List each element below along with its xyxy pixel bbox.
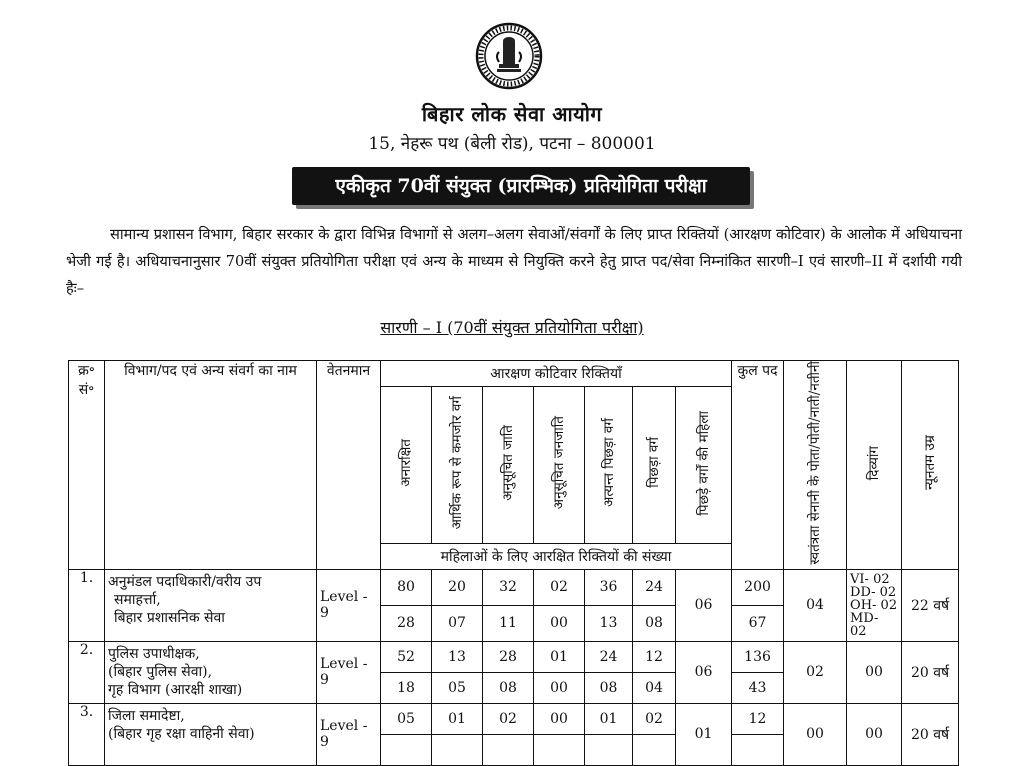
row-count: 24 xyxy=(585,641,633,672)
row-post-line: (बिहार पुलिस सेवा), xyxy=(108,663,213,680)
row-divyang-line: OH- 02 xyxy=(850,597,898,613)
row-women-count xyxy=(381,734,432,765)
row-post-line: बिहार प्रशासनिक सेवा xyxy=(114,609,225,626)
header-divyang: दिव्यांग xyxy=(866,445,883,480)
row-count: 02 xyxy=(483,703,534,734)
row-bc-women: 01 xyxy=(676,703,732,765)
row-freedom: 04 xyxy=(784,569,847,641)
header-post: विभाग/पद एवं अन्य संवर्ग का नाम xyxy=(105,361,317,570)
row-sno: 1. xyxy=(69,569,105,641)
header-cat-cell xyxy=(585,387,633,544)
row-women-count: 11 xyxy=(483,605,534,641)
header-cat-ebc: अत्यन्त पिछड़ा वर्ग xyxy=(600,418,617,508)
header-cat-bc: पिछड़ा वर्ग xyxy=(646,437,662,489)
header-women-row: महिलाओं के लिए आरक्षित रिक्तियों की संख्या xyxy=(381,543,732,569)
row-total: 12 xyxy=(732,703,784,734)
row-post-line: जिला समादेष्टा, xyxy=(108,707,185,724)
header-cat-cell xyxy=(633,387,676,544)
row-count: 02 xyxy=(633,703,676,734)
table-header-row xyxy=(69,361,959,387)
row-women-count: 18 xyxy=(381,672,432,703)
row-women-count: 07 xyxy=(432,605,483,641)
header-pay: वेतनमान xyxy=(317,361,381,570)
row-women-count xyxy=(585,734,633,765)
row-women-count xyxy=(633,734,676,765)
row-divyang xyxy=(847,569,902,641)
header-cat-cell xyxy=(534,387,585,544)
row-count: 12 xyxy=(633,641,676,672)
header-cat-cell xyxy=(432,387,483,544)
row-divyang-line: MD- 02 xyxy=(850,610,879,639)
row-sno: 3. xyxy=(69,703,105,765)
header-cat-cell xyxy=(676,387,732,544)
row-pay: Level - 9 xyxy=(317,641,381,703)
row-count: 32 xyxy=(483,569,534,605)
row-divyang-line: DD- 02 xyxy=(850,584,897,600)
org-name: बिहार लोक सेवा आयोग xyxy=(421,102,603,126)
row-post-line: पुलिस उपाधीक्षक, xyxy=(108,645,200,662)
row-count: 01 xyxy=(432,703,483,734)
row-min-age: 20 वर्ष xyxy=(902,703,959,765)
row-women-count: 00 xyxy=(534,672,585,703)
row-count: 01 xyxy=(585,703,633,734)
row-post xyxy=(105,703,317,765)
row-women-count xyxy=(432,734,483,765)
row-min-age: 22 वर्ष xyxy=(902,569,959,641)
header-cat-bc-women: पिछड़े वर्गों की महिला xyxy=(695,410,712,516)
row-count: 28 xyxy=(483,641,534,672)
header-freedom-cell xyxy=(784,361,847,570)
row-total-women: 43 xyxy=(732,672,784,703)
row-pay: Level - 9 xyxy=(317,569,381,641)
row-count: 01 xyxy=(534,641,585,672)
row-post-line: अनुमंडल पदाधिकारी/वरीय उप xyxy=(108,573,262,590)
row-pay: Level - 9 xyxy=(317,703,381,765)
row-women-count: 28 xyxy=(381,605,432,641)
row-count: 52 xyxy=(381,641,432,672)
row-women-count: 08 xyxy=(633,605,676,641)
header-min-age: न्यूनतम उम्र xyxy=(922,435,939,491)
row-count: 80 xyxy=(381,569,432,605)
row-women-count: 04 xyxy=(633,672,676,703)
row-total: 200 xyxy=(732,569,784,605)
row-women-count: 08 xyxy=(585,672,633,703)
intro-paragraph: सामान्य प्रशासन विभाग, बिहार सरकार के द्वारा विभिन्न विभागों से अलग–अलग सेवाओं/संवर्गों के लिए प्राप्त रिक्तियों (आरक्षण कोटिवार) के आलोक में अधियाचना भेजी गई है। अधियाचनानुसार 70वीं संयुक्त प्रतियोगिता परीक्षा एवं अन्य के माध्यम से नियुक्ति करने हेतु प्राप्त पद/सेवा निम्नांकित सारणी–I एवं सारणी–II में दर्शायी गयी हैः– xyxy=(66,226,962,297)
row-bc-women: 06 xyxy=(676,641,732,703)
row-count: 05 xyxy=(381,703,432,734)
row-women-count xyxy=(483,734,534,765)
header-cat-unreserved: अनारक्षित xyxy=(398,438,414,487)
row-total-women xyxy=(732,734,784,765)
table-caption-text: सारणी – I (70वीं संयुक्त प्रतियोगिता परीक्षा) xyxy=(380,318,644,337)
header-reserved-group: आरक्षण कोटिवार रिक्तियाँ xyxy=(381,361,732,387)
header-total: कुल पद xyxy=(732,361,784,570)
row-post-line: समाहर्त्ता, xyxy=(114,591,161,608)
header-divyang-cell xyxy=(847,361,902,570)
row-count: 36 xyxy=(585,569,633,605)
bpsc-emblem-logo xyxy=(475,22,543,90)
header-cat-sc: अनुसूचित जाति xyxy=(500,424,516,501)
table-caption xyxy=(0,316,1024,338)
row-women-count: 00 xyxy=(534,605,585,641)
row-freedom: 00 xyxy=(784,703,847,765)
header-min-age-cell xyxy=(902,361,959,570)
row-post-line: गृह विभाग (आरक्षी शाखा) xyxy=(108,681,243,698)
row-women-count xyxy=(534,734,585,765)
row-bc-women: 06 xyxy=(676,569,732,641)
row-divyang: 00 xyxy=(847,641,902,703)
header-cat-cell xyxy=(483,387,534,544)
header-sno: क्र॰ सं॰ xyxy=(69,361,105,570)
org-address: 15, नेहरू पथ (बेली रोड), पटना – 800001 xyxy=(368,134,656,154)
table-row xyxy=(69,703,959,734)
row-count: 24 xyxy=(633,569,676,605)
row-count: 13 xyxy=(432,641,483,672)
row-sno: 2. xyxy=(69,641,105,703)
row-freedom: 02 xyxy=(784,641,847,703)
row-divyang-line: VI- 02 xyxy=(850,571,890,587)
header-cat-st: अनुसूचित जनजाति xyxy=(551,416,567,510)
row-women-count: 13 xyxy=(585,605,633,641)
row-post xyxy=(105,641,317,703)
row-women-count: 08 xyxy=(483,672,534,703)
header-freedom: स्वतंत्रता सेनानी के पोता/पोती/नाती/नतीनी xyxy=(807,361,824,565)
exam-title-banner: एकीकृत 70वीं संयुक्त (प्रारम्भिक) प्रतियोगिता परीक्षा xyxy=(292,167,750,205)
header-cat-cell xyxy=(381,387,432,544)
row-min-age: 20 वर्ष xyxy=(902,641,959,703)
row-count: 00 xyxy=(534,703,585,734)
row-count: 02 xyxy=(534,569,585,605)
row-women-count: 05 xyxy=(432,672,483,703)
vacancy-table xyxy=(68,360,959,766)
table-row xyxy=(69,569,959,605)
row-total: 136 xyxy=(732,641,784,672)
header-cat-ews: आर्थिक रूप से कमजोर वर्ग xyxy=(449,396,465,530)
row-post xyxy=(105,569,317,641)
table-row xyxy=(69,641,959,672)
row-post-line: (बिहार गृह रक्षा वाहिनी सेवा) xyxy=(108,725,255,742)
row-count: 20 xyxy=(432,569,483,605)
row-total-women: 67 xyxy=(732,605,784,641)
row-divyang: 00 xyxy=(847,703,902,765)
